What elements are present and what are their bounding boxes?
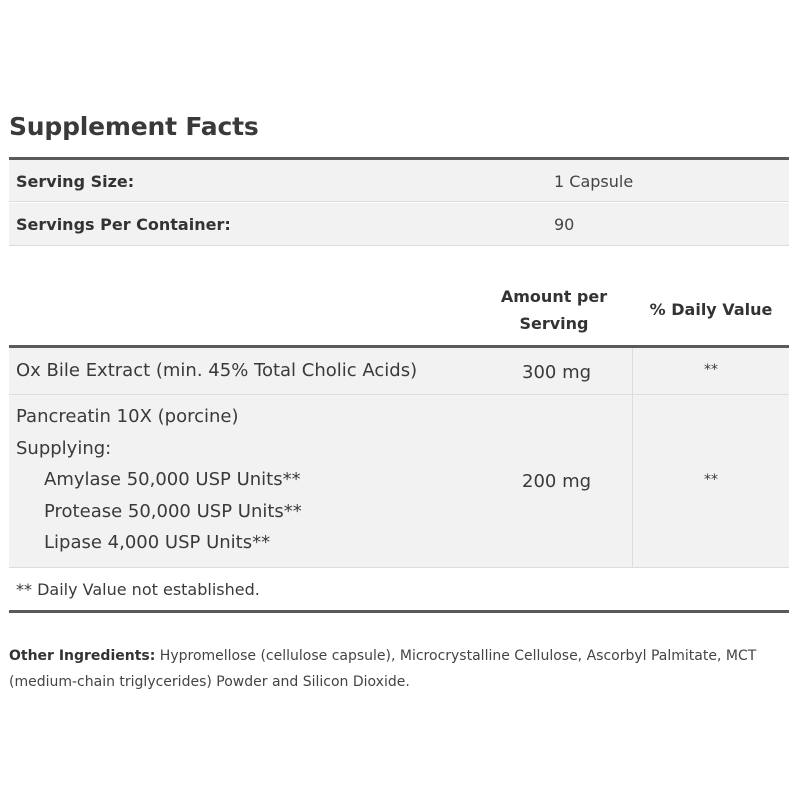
footnote: ** Daily Value not established.: [16, 580, 260, 599]
servings-per-container-label: Servings Per Container:: [16, 215, 231, 234]
ingredient-name: Pancreatin 10X (porcine): [16, 406, 239, 427]
amount-per-serving-header: [489, 283, 619, 337]
daily-value-header: % Daily Value: [649, 300, 773, 319]
sub-ingredient: Lipase 4,000 USP Units**: [44, 532, 271, 553]
bottom-divider: [9, 610, 789, 613]
ingredient-daily-value: **: [704, 362, 718, 378]
amount-header-line1: Amount per: [500, 287, 608, 306]
ingredient-daily-value: **: [704, 472, 718, 488]
serving-size-value: 1 Capsule: [554, 172, 634, 191]
serving-size-row: [9, 160, 789, 202]
serving-size-label: Serving Size:: [16, 172, 135, 191]
ingredient-amount: 300 mg: [522, 362, 592, 383]
supplying-label: Supplying:: [16, 437, 112, 459]
other-ingredients: [9, 643, 789, 695]
other-ingredients-label: Other Ingredients:: [9, 648, 156, 664]
servings-per-container-value: 90: [554, 215, 575, 234]
table-row: [9, 395, 789, 568]
page-title: Supplement Facts: [9, 112, 259, 141]
amount-header-line2: Serving: [519, 314, 589, 333]
sub-ingredient: Protease 50,000 USP Units**: [44, 500, 302, 522]
ingredient-amount: 200 mg: [522, 471, 592, 492]
servings-per-container-row: [9, 203, 789, 246]
table-row: [9, 348, 789, 395]
sub-ingredient: Amylase 50,000 USP Units**: [44, 469, 301, 490]
other-ingredients-text: Hypromellose (cellulose capsule), Microcrystalline Cellulose, Ascorbyl Palmitate, MCT (medium-chain triglycerides) Powder and Silicon Dioxide.: [9, 648, 757, 690]
ingredient-block: [16, 401, 302, 559]
ingredient-name: Ox Bile Extract (min. 45% Total Cholic Acids): [16, 360, 418, 381]
